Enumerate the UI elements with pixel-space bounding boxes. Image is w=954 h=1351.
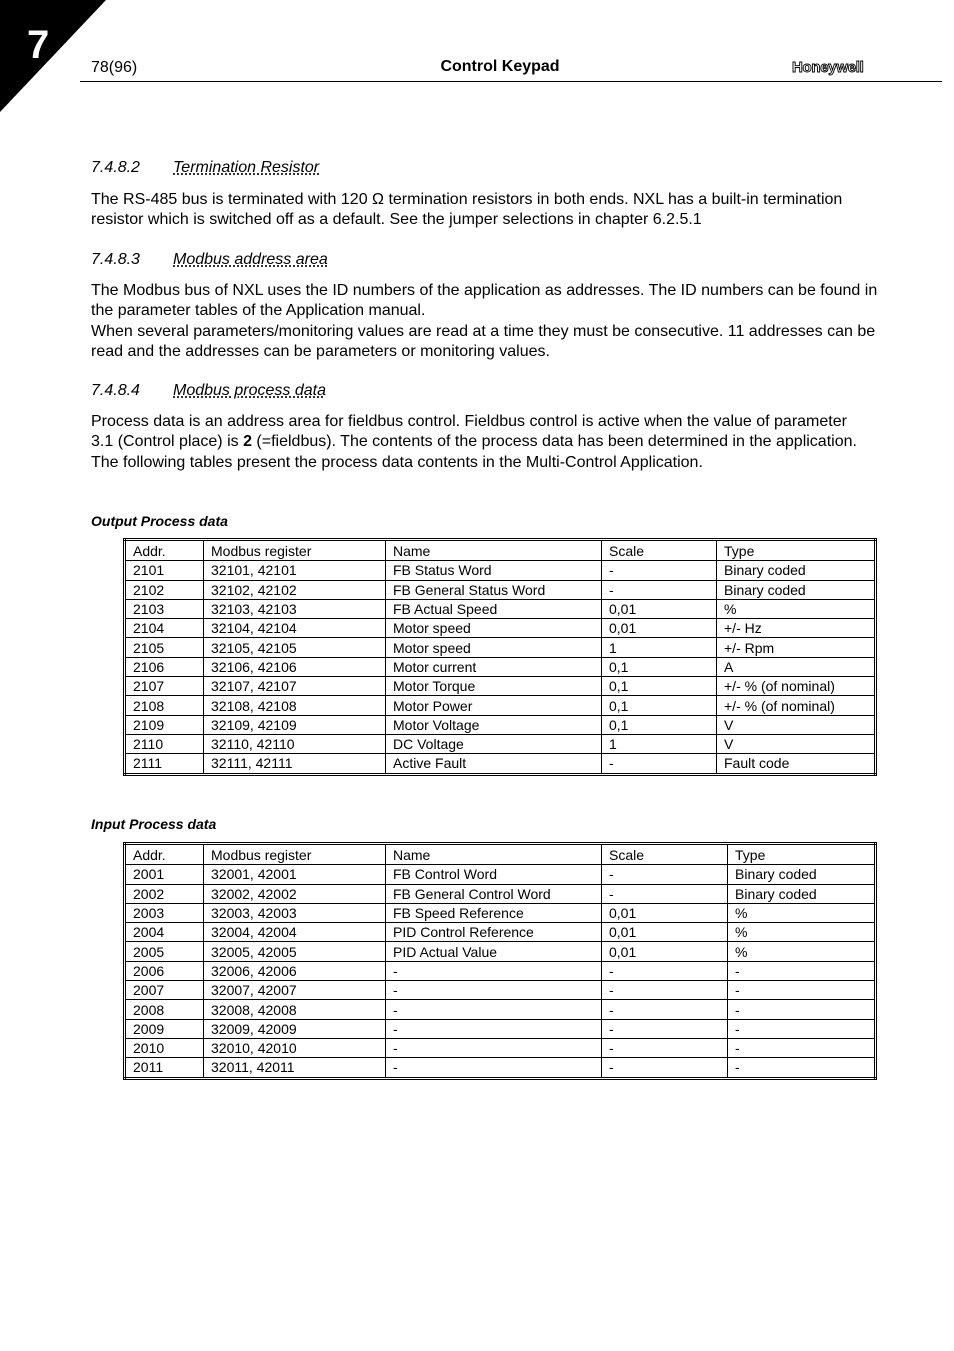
header-divider (80, 81, 942, 82)
cell-name: Motor Power (386, 696, 602, 715)
paragraph-line: When several parameters/monitoring values are read at a time they must be consecutive. 11 addresses can be read and the addresses can be parameters or monitoring values. (91, 322, 876, 361)
cell-addr: 2106 (125, 657, 204, 676)
cell-addr: 2008 (125, 1000, 204, 1019)
section-title: Modbus process data (173, 382, 326, 399)
table-header-row (125, 540, 876, 561)
cell-modbus-register: 32009, 42009 (204, 1019, 386, 1038)
brand-logo: Honeywell (792, 59, 864, 76)
cell-name: FB Status Word (386, 561, 602, 580)
cell-type: +/- % (of nominal) (717, 696, 876, 715)
column-header-scale: Scale (602, 844, 728, 865)
table-row (125, 638, 876, 657)
cell-type: Binary coded (728, 865, 876, 884)
cell-scale: - (602, 561, 717, 580)
cell-type: % (728, 942, 876, 961)
cell-addr: 2107 (125, 677, 204, 696)
table-row (125, 942, 876, 961)
cell-type: +/- Rpm (717, 638, 876, 657)
cell-name: PID Control Reference (386, 923, 602, 942)
chapter-number: 7 (27, 23, 50, 67)
cell-modbus-register: 32106, 42106 (204, 657, 386, 676)
table-row (125, 561, 876, 580)
cell-modbus-register: 32103, 42103 (204, 599, 386, 618)
column-header-scale: Scale (602, 540, 717, 561)
column-header-addr: Addr. (125, 844, 204, 865)
column-header-addr: Addr. (125, 540, 204, 561)
cell-addr: 2109 (125, 715, 204, 734)
cell-name: FB Actual Speed (386, 599, 602, 618)
paragraph-line: The Modbus bus of NXL uses the ID numbers of the application as addresses. The ID numbers can be found in the parameter tables of the Application manual. (91, 282, 878, 320)
cell-name: - (386, 1038, 602, 1057)
section-title: Termination Resistor (173, 159, 320, 176)
cell-scale: - (602, 580, 717, 599)
section-heading-termination-resistor (91, 159, 319, 177)
output-process-data-table (123, 538, 877, 776)
cell-scale: - (602, 961, 728, 980)
cell-name: Active Fault (386, 754, 602, 774)
cell-modbus-register: 32005, 42005 (204, 942, 386, 961)
table-row (125, 580, 876, 599)
cell-modbus-register: 32008, 42008 (204, 1000, 386, 1019)
cell-addr: 2009 (125, 1019, 204, 1038)
cell-type: Binary coded (728, 884, 876, 903)
table-row (125, 903, 876, 922)
cell-addr: 2006 (125, 961, 204, 980)
column-header-modbus-register: Modbus register (204, 540, 386, 561)
cell-scale: 0,01 (602, 942, 728, 961)
cell-scale: - (602, 754, 717, 774)
table-row (125, 923, 876, 942)
cell-modbus-register: 32007, 42007 (204, 981, 386, 1000)
cell-scale: 0,01 (602, 903, 728, 922)
paragraph-termination-resistor: The RS-485 bus is terminated with 120 Ω termination resistors in both ends. NXL has a built-in termination resistor which is switched off as a default. See the jumper selections in chapter 6.2.5.1 (91, 191, 843, 229)
cell-modbus-register: 32102, 42102 (204, 580, 386, 599)
cell-name: Motor speed (386, 638, 602, 657)
cell-name: FB General Control Word (386, 884, 602, 903)
cell-scale: 1 (602, 734, 717, 753)
table-row (125, 619, 876, 638)
cell-addr: 2011 (125, 1058, 204, 1078)
output-table-caption: Output Process data (91, 513, 228, 529)
input-table-caption: Input Process data (91, 816, 217, 832)
cell-modbus-register: 32006, 42006 (204, 961, 386, 980)
cell-addr: 2007 (125, 981, 204, 1000)
cell-modbus-register: 32003, 42003 (204, 903, 386, 922)
cell-addr: 2105 (125, 638, 204, 657)
cell-modbus-register: 32004, 42004 (204, 923, 386, 942)
cell-name: - (386, 961, 602, 980)
table-row (125, 657, 876, 676)
cell-scale: - (602, 1000, 728, 1019)
cell-type: - (728, 1000, 876, 1019)
table-row (125, 599, 876, 618)
paragraph-modbus-process-data (91, 412, 861, 473)
section-number: 7.4.8.3 (91, 251, 140, 268)
table-row (125, 961, 876, 980)
page-title: Control Keypad (440, 58, 560, 75)
cell-type: - (728, 981, 876, 1000)
cell-addr: 2010 (125, 1038, 204, 1057)
table-row (125, 734, 876, 753)
cell-type: A (717, 657, 876, 676)
cell-addr: 2002 (125, 884, 204, 903)
chapter-corner-tab (0, 0, 106, 112)
cell-name: FB Speed Reference (386, 903, 602, 922)
cell-addr: 2001 (125, 865, 204, 884)
paragraph-bold-value: 2 (243, 433, 252, 451)
cell-modbus-register: 32010, 42010 (204, 1038, 386, 1057)
cell-type: V (717, 715, 876, 734)
cell-addr: 2005 (125, 942, 204, 961)
cell-addr: 2004 (125, 923, 204, 942)
cell-scale: 0,01 (602, 923, 728, 942)
column-header-name: Name (386, 540, 602, 561)
cell-scale: - (602, 884, 728, 903)
column-header-modbus-register: Modbus register (204, 844, 386, 865)
cell-addr: 2101 (125, 561, 204, 580)
cell-addr: 2108 (125, 696, 204, 715)
cell-type: V (717, 734, 876, 753)
cell-type: % (728, 923, 876, 942)
cell-name: Motor current (386, 657, 602, 676)
cell-modbus-register: 32104, 42104 (204, 619, 386, 638)
cell-name: Motor speed (386, 619, 602, 638)
paragraph-text: Process data is an address area for fieldbus control. Fieldbus control is active when the value of parameter 3.1 (Control place) is (91, 413, 847, 451)
table-row (125, 696, 876, 715)
cell-type: - (728, 1019, 876, 1038)
cell-scale: - (602, 1038, 728, 1057)
paragraph-text: (=fieldbus). The contents of the process data has been determined in the application. The following tables present the process data contents in the Multi-Control Application. (91, 433, 857, 471)
cell-type: - (728, 1058, 876, 1078)
table-row (125, 754, 876, 774)
cell-modbus-register: 32108, 42108 (204, 696, 386, 715)
cell-name: FB Control Word (386, 865, 602, 884)
table-row (125, 1019, 876, 1038)
table-row (125, 884, 876, 903)
cell-addr: 2103 (125, 599, 204, 618)
cell-name: DC Voltage (386, 734, 602, 753)
column-header-name: Name (386, 844, 602, 865)
cell-name: - (386, 1019, 602, 1038)
paragraph-modbus-address-area (91, 281, 881, 363)
cell-scale: - (602, 1058, 728, 1078)
cell-addr: 2003 (125, 903, 204, 922)
cell-scale: - (602, 1019, 728, 1038)
section-heading-modbus-address-area (91, 251, 328, 269)
cell-modbus-register: 32107, 42107 (204, 677, 386, 696)
cell-scale: - (602, 981, 728, 1000)
cell-scale: 0,01 (602, 619, 717, 638)
table-row (125, 715, 876, 734)
cell-name: - (386, 1058, 602, 1078)
cell-addr: 2104 (125, 619, 204, 638)
cell-name: PID Actual Value (386, 942, 602, 961)
table-row (125, 1038, 876, 1057)
cell-modbus-register: 32011, 42011 (204, 1058, 386, 1078)
cell-type: +/- % (of nominal) (717, 677, 876, 696)
input-process-data-table (123, 842, 877, 1080)
cell-scale: 1 (602, 638, 717, 657)
table-row (125, 1000, 876, 1019)
cell-scale: 0,1 (602, 677, 717, 696)
cell-type: Binary coded (717, 580, 876, 599)
cell-modbus-register: 32109, 42109 (204, 715, 386, 734)
cell-scale: 0,01 (602, 599, 717, 618)
cell-modbus-register: 32110, 42110 (204, 734, 386, 753)
cell-scale: - (602, 865, 728, 884)
cell-addr: 2110 (125, 734, 204, 753)
cell-type: +/- Hz (717, 619, 876, 638)
cell-modbus-register: 32001, 42001 (204, 865, 386, 884)
table-row (125, 677, 876, 696)
cell-name: FB General Status Word (386, 580, 602, 599)
page-number: 78(96) (91, 59, 138, 76)
table-header-row (125, 844, 876, 865)
cell-type: Binary coded (717, 561, 876, 580)
cell-modbus-register: 32101, 42101 (204, 561, 386, 580)
cell-modbus-register: 32105, 42105 (204, 638, 386, 657)
cell-name: Motor Torque (386, 677, 602, 696)
section-number: 7.4.8.4 (91, 382, 140, 399)
section-heading-modbus-process-data (91, 382, 326, 400)
cell-type: Fault code (717, 754, 876, 774)
column-header-type: Type (717, 540, 876, 561)
cell-name: - (386, 981, 602, 1000)
cell-type: % (717, 599, 876, 618)
cell-type: % (728, 903, 876, 922)
column-header-type: Type (728, 844, 876, 865)
cell-modbus-register: 32111, 42111 (204, 754, 386, 774)
table-row (125, 1058, 876, 1078)
cell-scale: 0,1 (602, 696, 717, 715)
cell-name: Motor Voltage (386, 715, 602, 734)
cell-name: - (386, 1000, 602, 1019)
section-number: 7.4.8.2 (91, 159, 140, 176)
cell-type: - (728, 961, 876, 980)
cell-scale: 0,1 (602, 657, 717, 676)
table-row (125, 981, 876, 1000)
cell-type: - (728, 1038, 876, 1057)
cell-scale: 0,1 (602, 715, 717, 734)
section-title: Modbus address area (173, 251, 328, 268)
table-row (125, 865, 876, 884)
cell-addr: 2102 (125, 580, 204, 599)
cell-modbus-register: 32002, 42002 (204, 884, 386, 903)
cell-addr: 2111 (125, 754, 204, 774)
